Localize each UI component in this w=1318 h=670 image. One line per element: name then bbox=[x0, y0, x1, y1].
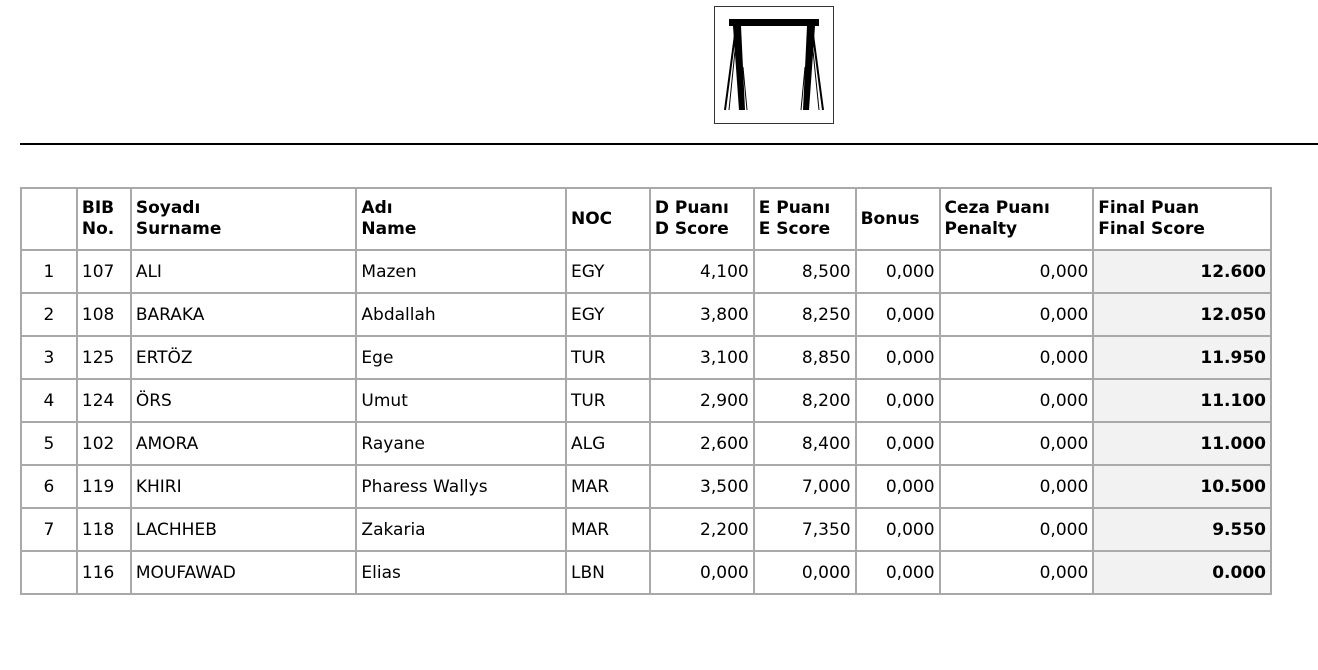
name-cell: Elias bbox=[356, 551, 566, 594]
col-bonus-header: Bonus bbox=[856, 188, 940, 250]
name-cell: Rayane bbox=[356, 422, 566, 465]
e-score-cell: 8,200 bbox=[754, 379, 856, 422]
col-penalty-header: Ceza Puanı Penalty bbox=[940, 188, 1094, 250]
e-score-cell: 8,500 bbox=[754, 250, 856, 293]
noc-cell: ALG bbox=[566, 422, 650, 465]
bonus-cell: 0,000 bbox=[856, 336, 940, 379]
noc-cell: EGY bbox=[566, 250, 650, 293]
d-score-cell: 2,200 bbox=[650, 508, 754, 551]
d-score-cell: 0,000 bbox=[650, 551, 754, 594]
col-bib-header: BIB No. bbox=[77, 188, 131, 250]
col-rank-header bbox=[21, 188, 77, 250]
rank-cell: 6 bbox=[21, 465, 77, 508]
final-score-cell: 10.500 bbox=[1093, 465, 1271, 508]
horizontal-bar-pictogram bbox=[715, 7, 833, 123]
table-row bbox=[21, 465, 1271, 508]
surname-cell: ALI bbox=[131, 250, 357, 293]
rank-cell: 7 bbox=[21, 508, 77, 551]
noc-cell: LBN bbox=[566, 551, 650, 594]
e-score-cell: 8,850 bbox=[754, 336, 856, 379]
bib-cell: 124 bbox=[77, 379, 131, 422]
rank-cell bbox=[21, 551, 77, 594]
col-e-score-header: E Puanı E Score bbox=[754, 188, 856, 250]
penalty-cell: 0,000 bbox=[940, 379, 1094, 422]
bib-cell: 108 bbox=[77, 293, 131, 336]
e-score-cell: 8,250 bbox=[754, 293, 856, 336]
noc-cell: TUR bbox=[566, 336, 650, 379]
surname-cell: LACHHEB bbox=[131, 508, 357, 551]
penalty-cell: 0,000 bbox=[940, 508, 1094, 551]
surname-cell: AMORA bbox=[131, 422, 357, 465]
d-score-cell: 3,800 bbox=[650, 293, 754, 336]
bib-cell: 107 bbox=[77, 250, 131, 293]
bonus-cell: 0,000 bbox=[856, 293, 940, 336]
bonus-cell: 0,000 bbox=[856, 465, 940, 508]
bonus-cell: 0,000 bbox=[856, 250, 940, 293]
name-cell: Mazen bbox=[356, 250, 566, 293]
bib-cell: 119 bbox=[77, 465, 131, 508]
table-row bbox=[21, 336, 1271, 379]
penalty-cell: 0,000 bbox=[940, 551, 1094, 594]
name-cell: Umut bbox=[356, 379, 566, 422]
noc-cell: EGY bbox=[566, 293, 650, 336]
surname-cell: BARAKA bbox=[131, 293, 357, 336]
col-noc-header: NOC bbox=[566, 188, 650, 250]
penalty-cell: 0,000 bbox=[940, 293, 1094, 336]
d-score-cell: 3,100 bbox=[650, 336, 754, 379]
results-table bbox=[20, 187, 1272, 595]
rank-cell: 2 bbox=[21, 293, 77, 336]
horizontal-bar-apparatus-icon bbox=[714, 6, 834, 124]
table-row bbox=[21, 551, 1271, 594]
surname-cell: MOUFAWAD bbox=[131, 551, 357, 594]
noc-cell: MAR bbox=[566, 465, 650, 508]
col-name-header: Adı Name bbox=[356, 188, 566, 250]
final-score-cell: 12.600 bbox=[1093, 250, 1271, 293]
final-score-cell: 11.950 bbox=[1093, 336, 1271, 379]
penalty-cell: 0,000 bbox=[940, 465, 1094, 508]
name-cell: Zakaria bbox=[356, 508, 566, 551]
col-final-header: Final Puan Final Score bbox=[1093, 188, 1271, 250]
d-score-cell: 2,600 bbox=[650, 422, 754, 465]
final-score-cell: 11.100 bbox=[1093, 379, 1271, 422]
table-header-row bbox=[21, 188, 1271, 250]
e-score-cell: 0,000 bbox=[754, 551, 856, 594]
rank-cell: 4 bbox=[21, 379, 77, 422]
name-cell: Ege bbox=[356, 336, 566, 379]
final-score-cell: 12.050 bbox=[1093, 293, 1271, 336]
noc-cell: TUR bbox=[566, 379, 650, 422]
bonus-cell: 0,000 bbox=[856, 422, 940, 465]
final-score-cell: 0.000 bbox=[1093, 551, 1271, 594]
d-score-cell: 3,500 bbox=[650, 465, 754, 508]
penalty-cell: 0,000 bbox=[940, 250, 1094, 293]
name-cell: Pharess Wallys bbox=[356, 465, 566, 508]
noc-cell: MAR bbox=[566, 508, 650, 551]
surname-cell: KHIRI bbox=[131, 465, 357, 508]
surname-cell: ÖRS bbox=[131, 379, 357, 422]
penalty-cell: 0,000 bbox=[940, 336, 1094, 379]
penalty-cell: 0,000 bbox=[940, 422, 1094, 465]
header-divider bbox=[20, 143, 1318, 145]
final-score-cell: 11.000 bbox=[1093, 422, 1271, 465]
table-row bbox=[21, 422, 1271, 465]
rank-cell: 1 bbox=[21, 250, 77, 293]
e-score-cell: 8,400 bbox=[754, 422, 856, 465]
name-cell: Abdallah bbox=[356, 293, 566, 336]
col-surname-header: Soyadı Surname bbox=[131, 188, 357, 250]
d-score-cell: 4,100 bbox=[650, 250, 754, 293]
table-row bbox=[21, 293, 1271, 336]
d-score-cell: 2,900 bbox=[650, 379, 754, 422]
surname-cell: ERTÖZ bbox=[131, 336, 357, 379]
bonus-cell: 0,000 bbox=[856, 551, 940, 594]
table-row bbox=[21, 250, 1271, 293]
col-d-score-header: D Puanı D Score bbox=[650, 188, 754, 250]
bonus-cell: 0,000 bbox=[856, 508, 940, 551]
e-score-cell: 7,000 bbox=[754, 465, 856, 508]
bib-cell: 125 bbox=[77, 336, 131, 379]
bib-cell: 102 bbox=[77, 422, 131, 465]
table-row bbox=[21, 379, 1271, 422]
e-score-cell: 7,350 bbox=[754, 508, 856, 551]
table-row bbox=[21, 508, 1271, 551]
bib-cell: 118 bbox=[77, 508, 131, 551]
rank-cell: 5 bbox=[21, 422, 77, 465]
rank-cell: 3 bbox=[21, 336, 77, 379]
bonus-cell: 0,000 bbox=[856, 379, 940, 422]
final-score-cell: 9.550 bbox=[1093, 508, 1271, 551]
bib-cell: 116 bbox=[77, 551, 131, 594]
